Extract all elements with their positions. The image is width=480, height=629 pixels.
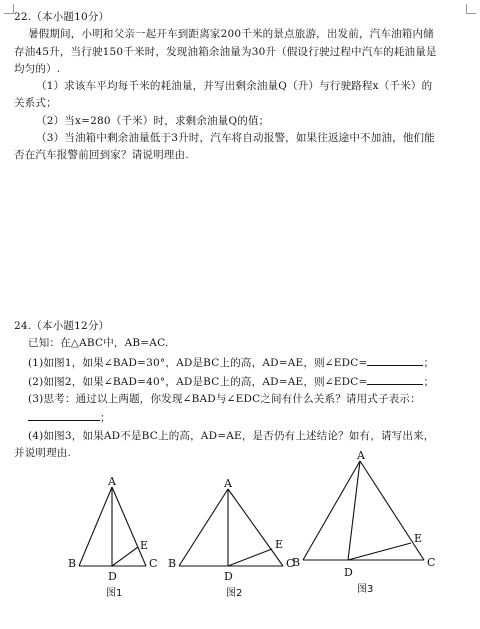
q22-stem-line-1: 暑假期间，小明和父亲一起开车到距离家200千米的景点旅游，出发前，汽车油箱内储 xyxy=(28,28,434,41)
q24-part-2-text: (2)如图2，如果∠BAD=40°，AD是BC上的高，AD=AE，则∠EDC= xyxy=(28,375,368,388)
figure-2 xyxy=(168,477,294,599)
fig1-label-c: C xyxy=(149,557,158,570)
q24-part-1-end: ； xyxy=(423,356,435,369)
fig1-side-ab xyxy=(79,487,112,566)
fig3-side-ab xyxy=(303,461,360,560)
fig2-caption: 图2 xyxy=(226,588,243,599)
fig3-segment-ad xyxy=(348,461,360,560)
q22-part-1-line-1: （1）求该车平均每千米的耗油量，并写出剩余油量Q（升）与行驶路程x（千米）的 xyxy=(36,80,433,93)
fig3-segment-de xyxy=(348,543,411,560)
figure-1 xyxy=(68,475,157,599)
fig2-side-ab xyxy=(179,489,228,566)
q22-part-3-line-2: 否在汽车报警前回到家？请说明理由. xyxy=(14,149,189,162)
q24-part-2-end: ； xyxy=(423,375,435,388)
q24-part-4-line-2: 并说明理由. xyxy=(14,447,72,460)
q24-header: 24.（本小题12分） xyxy=(14,320,110,332)
q22-stem-line-3: 均匀的）. xyxy=(14,62,61,75)
q22-part-2: （2）当x=280（千米）时，求剩余油量Q的值； xyxy=(36,114,270,127)
figure-3 xyxy=(292,449,435,595)
q24-part-3: (3)思考：通过以上两题，你发现∠BAD与∠EDC之间有什么关系？请用式子表示： xyxy=(28,393,421,406)
fig3-label-d: D xyxy=(344,566,353,579)
fig1-segment-de xyxy=(112,547,138,566)
q24-part-1-text: (1)如图1，如果∠BAD=30°，AD是BC上的高，AD=AE，则∠EDC= xyxy=(28,356,368,369)
fig1-caption: 图1 xyxy=(106,588,123,599)
fig1-label-a: A xyxy=(108,475,116,488)
fig2-label-b: B xyxy=(168,557,177,570)
fig3-label-e: E xyxy=(414,532,423,545)
fig3-caption: 图3 xyxy=(357,584,374,595)
fig3-label-a: A xyxy=(357,449,365,462)
fig3-side-ac xyxy=(360,461,424,560)
q24-part-4-line-1: (4)如图3，如果AD不是BC上的高，AD=AE，是否仍有上述结论？如有，请写出来， xyxy=(28,429,435,442)
fig3-label-b: B xyxy=(292,556,301,569)
fig3-label-c: C xyxy=(427,556,436,569)
q24-part-3-end: ； xyxy=(100,412,111,425)
fig1-label-b: B xyxy=(68,557,77,570)
q22-part-3-line-1: （3）当油箱中剩余油量低于3升时，汽车将自动报警，如果往返途中不加油，他们能 xyxy=(36,132,435,145)
fig2-label-d: D xyxy=(224,570,233,583)
q24-given: 已知：在△ABC中，AB=AC. xyxy=(28,337,169,350)
q22-stem-line-2: 存油45升，当行驶150千米时，发现油箱余油量为30升（假设行驶过程中汽车的耗油量是 xyxy=(14,45,437,58)
fig2-label-a: A xyxy=(224,477,232,490)
fig1-label-d: D xyxy=(108,570,117,583)
q22-header: 22.（本小题10分） xyxy=(14,11,110,23)
fig2-label-e: E xyxy=(275,538,284,551)
fig2-side-ac xyxy=(228,489,283,566)
fig1-label-e: E xyxy=(140,539,149,552)
fig2-segment-de xyxy=(228,549,272,566)
q22-part-1-line-2: 关系式； xyxy=(14,97,57,110)
fig2-label-c: C xyxy=(286,557,295,570)
